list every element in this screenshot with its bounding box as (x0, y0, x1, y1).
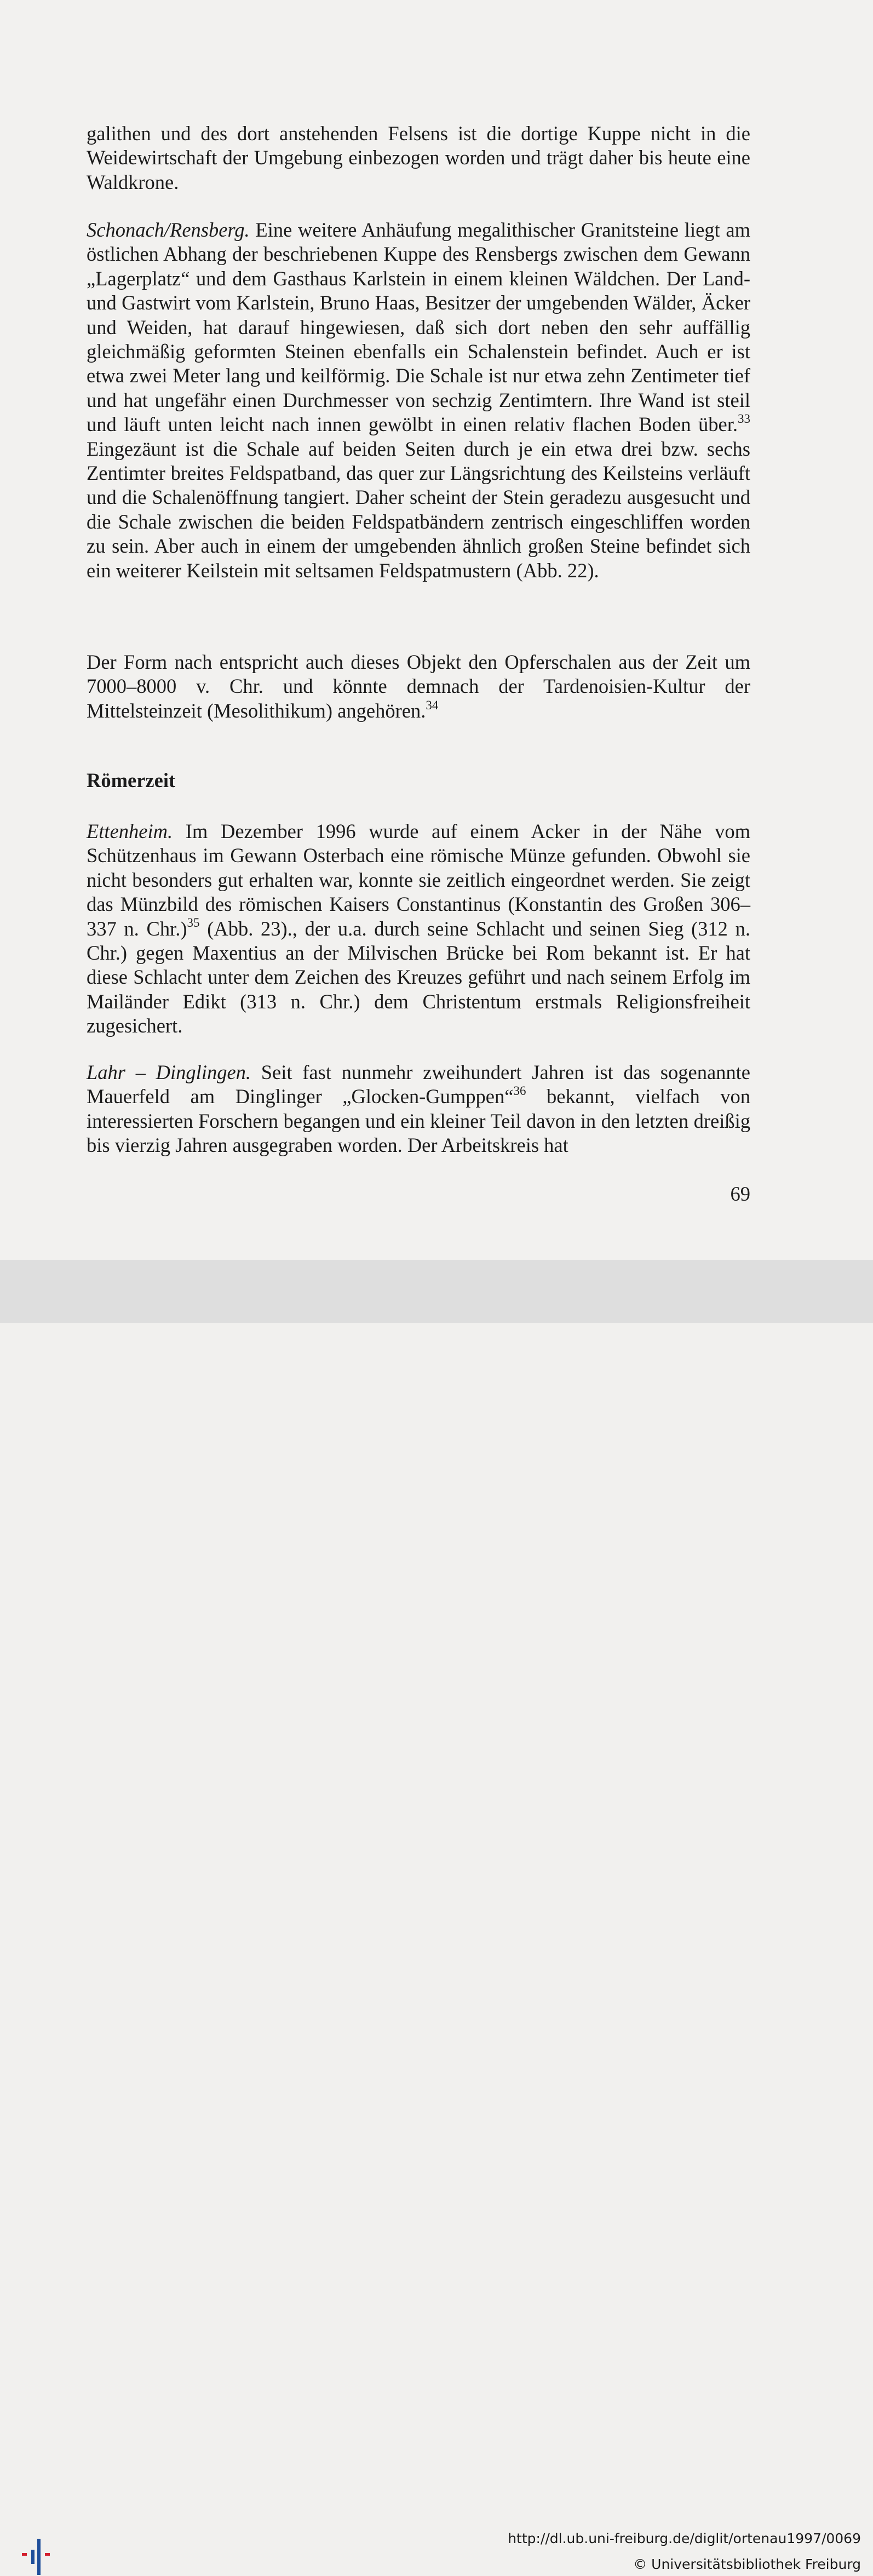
footer-copyright: © Universitätsbibliothek Freiburg (633, 2556, 861, 2572)
footnote-reference: 33 (738, 412, 750, 426)
paragraph-text: Der Form nach entspricht auch dieses Objekt den Opferschalen aus der Zeit um 7000–8000 v. Chr. und könnte demnach der Tardenoisien-Kultur der Mittelsteinzeit (Mesolithikum) angehören. (87, 651, 750, 722)
paragraph-schonach-rensberg (87, 218, 750, 583)
paragraph-text: (Abb. 23)., der u.a. durch seine Schlacht und seinen Sieg (312 n. Chr.) gegen Maxentius an der Milvischen Brücke bei Rom bekannt ist. Er hat diese Schlacht unter dem Zeichen des Kreuzes geführt und nach seinem Erfolg im Mailänder Edikt (313 n. Chr.) dem Christentum erstmals Religionsfreiheit zugesichert. (87, 917, 750, 1037)
footer-bar (0, 1260, 873, 2572)
paragraph-lead-in: Ettenheim. (87, 820, 173, 842)
paragraph-continuation (87, 122, 750, 194)
paragraph-lead-in: Schonach/Rensberg. (87, 219, 250, 241)
paragraph-lahr-dinglingen (87, 1060, 750, 1158)
paragraph-text: Eingezäunt ist die Schale auf beiden Seiten durch je ein etwa drei bzw. sechs Zentimter breites Feldspatband, das quer zur Längsrichtung des Keilsteins verläuft und die Schalenöffnung tangiert. Daher scheint der Stein geradezu ausgesucht und die Schale zwischen die beiden Feldspatbändern zentrisch eingeschliffen worden zu sein. Aber auch in einem der umgebenden ähnlich großen Steine befindet sich ein weiterer Keilstein mit seltsamen Feldspatmustern (Abb. 22). (87, 437, 750, 582)
footer-permalink[interactable]: http://dl.ub.uni-freiburg.de/diglit/ortenau1997/0069 (508, 2531, 861, 2546)
paragraph-lead-in: Lahr – Dinglingen. (87, 1061, 251, 1083)
paragraph-text: bekannt, vielfach von interessierten Forschern begangen und ein kleiner Teil davon in den letzten dreißig bis vierzig Jahren ausgegraben worden. Der Arbeitskreis hat (87, 1085, 750, 1157)
section-heading: Römerzeit (87, 769, 176, 791)
paragraph-text: Eine weitere Anhäufung megalithischer Granitsteine liegt am östlichen Abhang der beschriebenen Kuppe des Rensbergs zwischen dem Gewann „Lagerplatz“ und dem Gasthaus Karlstein in einem kleinen Wäldchen. Der Land- und Gastwirt vom Karlstein, Bruno Haas, Besitzer der umgebenden Wälder, Äcker und Weiden, hat darauf hingewiesen, daß sich dort neben den sehr auffällig gleichmäßig geformten Steinen ebenfalls ein Schalenstein befindet. Auch er ist etwa zwei Meter lang und keilförmig. Die Schale ist nur etwa zehn Zentimeter tief und hat ungefähr einen Durchmesser von sechzig Zentimtern. Ihre Wand ist steil und läuft unten leicht nach innen gewölbt in einen relativ flachen Boden über. (87, 219, 750, 436)
footnote-reference: 35 (187, 916, 200, 930)
page-number: 69 (730, 1183, 750, 1205)
footnote-reference: 36 (513, 1084, 526, 1098)
paragraph-text: galithen und des dort anstehenden Felsens ist die dortige Kuppe nicht in die Weidewirtschaft der Umgebung einbezogen worden und trägt daher bis heute eine Waldkrone. (87, 122, 750, 193)
footnote-reference: 34 (426, 698, 439, 712)
paragraph-ettenheim (87, 819, 750, 1039)
paragraph-form (87, 650, 750, 723)
ub-freiburg-logo-icon (21, 2538, 55, 2576)
paragraph-text: Seit fast nunmehr zweihundert Jahren ist das sogenannte Mauerfeld am Dinglinger „Glocken-Gumppen“ (87, 1061, 750, 1108)
document-page (0, 0, 873, 1260)
paragraph-text: Im Dezember 1996 wurde auf einem Acker in der Nähe vom Schützenhaus im Gewann Osterbach eine römische Münze gefunden. Obwohl sie nicht besonders gut erhalten war, konnte sie zeitlich eingeordnet werden. Sie zeigt das Münzbild des römischen Kaisers Constantinus (Konstantin des Großen 306–337 n. Chr.) (87, 820, 750, 940)
